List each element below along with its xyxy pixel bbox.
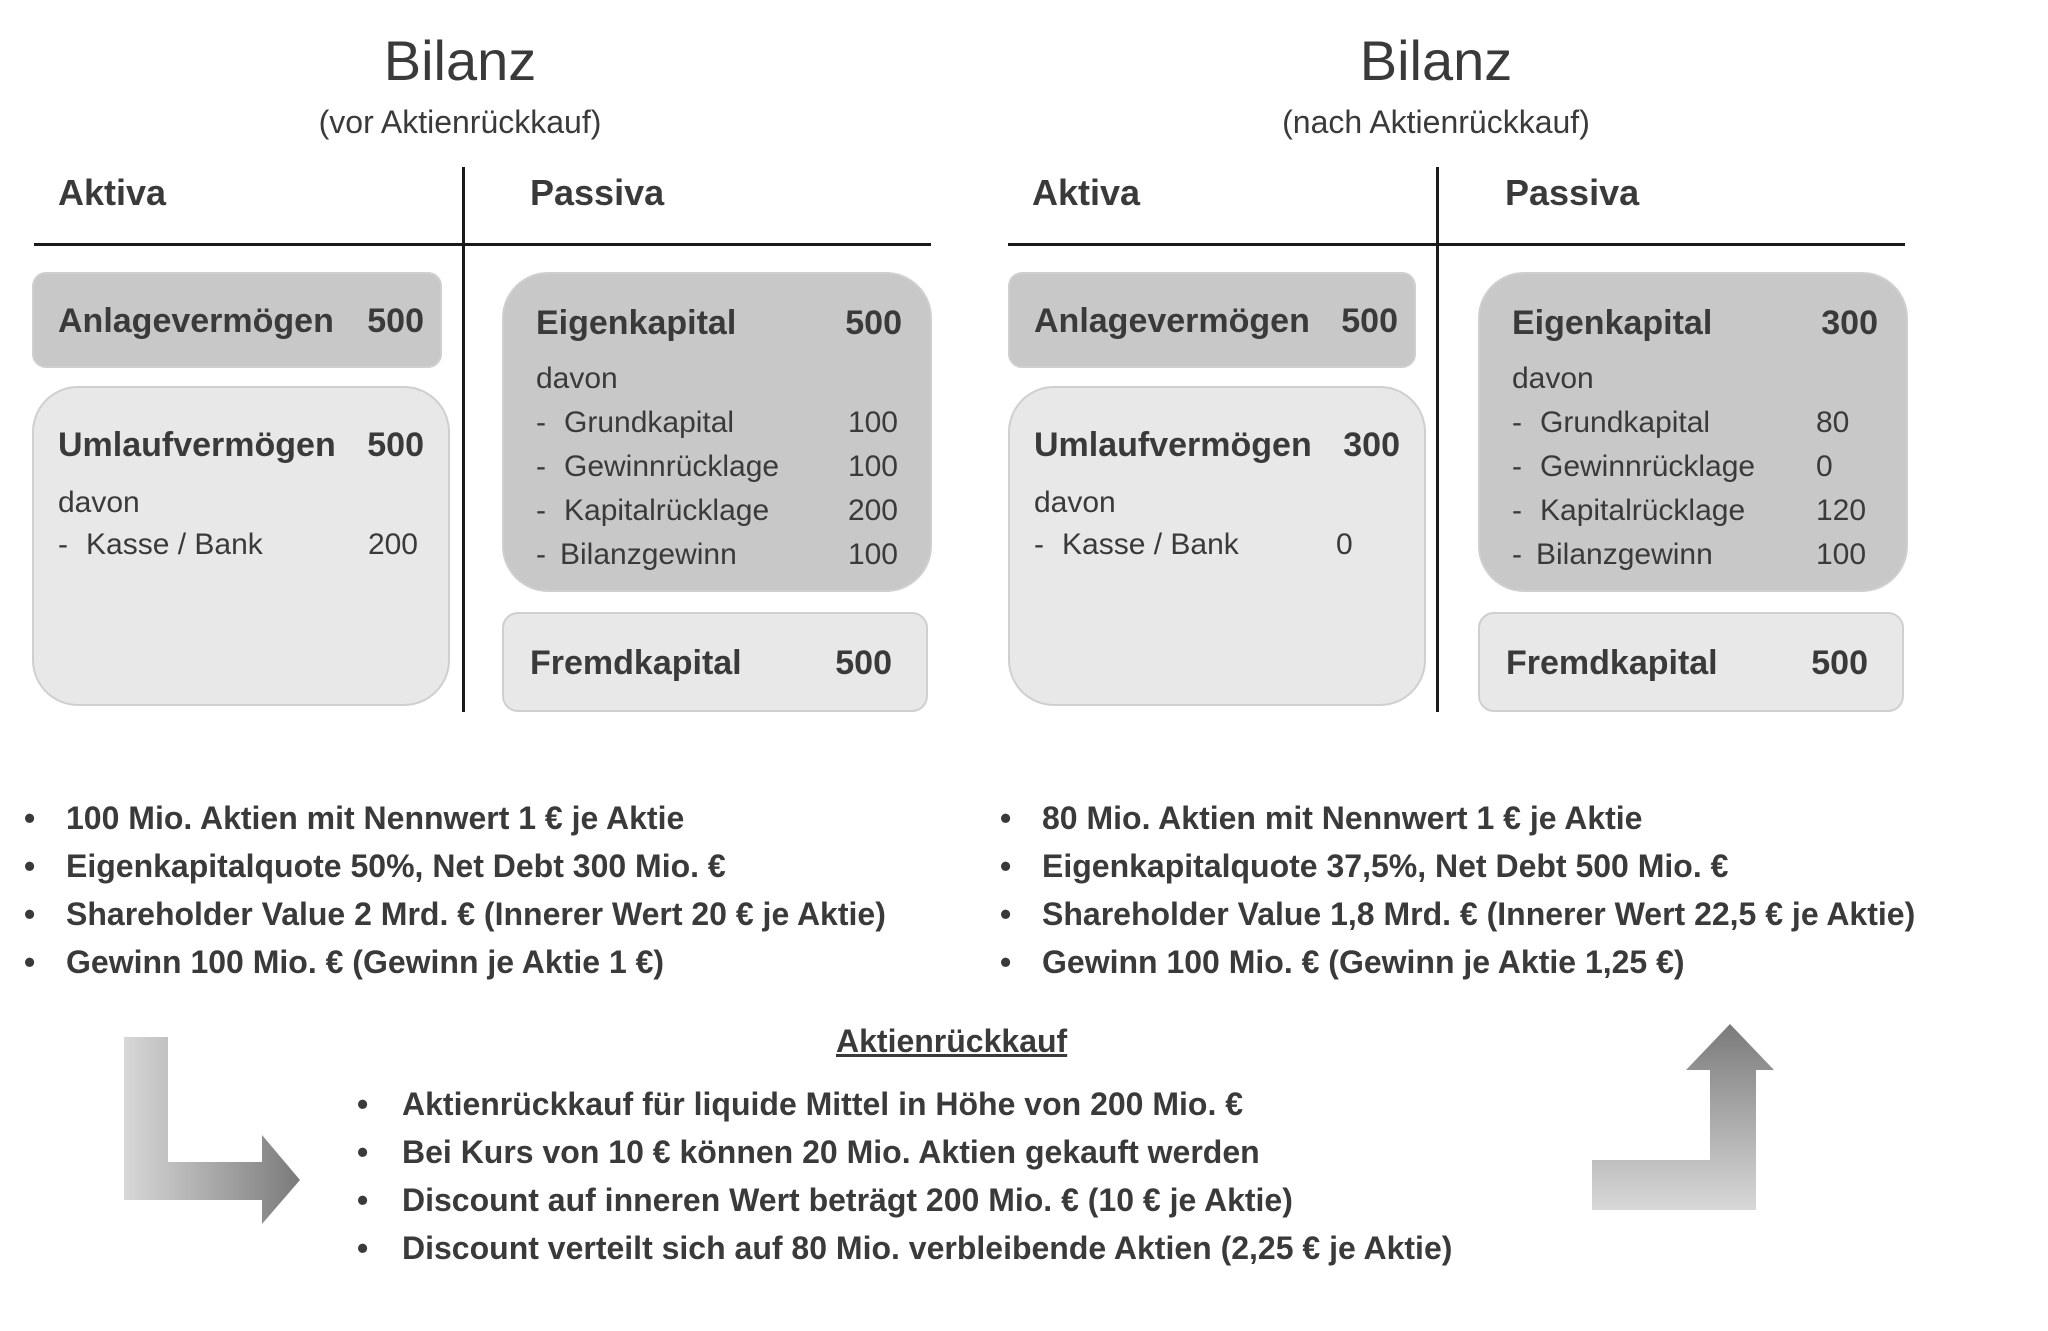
right-aktiva-label: Aktiva	[1032, 172, 1141, 213]
bullet-icon: •	[1000, 800, 1012, 836]
right-fremdkapital-value: 500	[1811, 644, 1868, 682]
right-eigenkapital-label: Eigenkapital	[1512, 304, 1713, 342]
left-subtitle: (vor Aktienrückkauf)	[318, 104, 602, 140]
list-item-text: 100 Mio. Aktien mit Nennwert 1 € je Aktie	[66, 800, 685, 836]
right-eigenkapital-davon: davon	[1512, 362, 1594, 395]
left-ek-item-dash: -	[536, 538, 546, 571]
right-anlage-label: Anlagevermögen	[1034, 302, 1310, 340]
bullet-icon: •	[357, 1182, 369, 1218]
right-ek-item-label: Bilanzgewinn	[1536, 538, 1713, 571]
list-item-text: Discount auf inneren Wert beträgt 200 Mio. € (10 € je Aktie)	[402, 1182, 1293, 1218]
right-ek-item-dash: -	[1512, 450, 1522, 483]
left-eigenkapital-davon: davon	[536, 362, 618, 395]
up-arrow-icon	[1592, 1024, 1774, 1210]
right-eigenkapital-value: 300	[1821, 304, 1878, 342]
bullet-icon: •	[1000, 896, 1012, 932]
left-ek-item-value: 100	[847, 406, 898, 439]
left-umlauf-item-value: 200	[367, 528, 418, 561]
left-umlauf-value: 500	[367, 426, 424, 464]
right-umlauf-label: Umlaufvermögen	[1034, 426, 1312, 464]
left-aktiva-label: Aktiva	[58, 172, 167, 213]
buyback-bullet-list	[357, 1080, 1452, 1272]
left-ek-item-label: Grundkapital	[564, 406, 735, 439]
left-ek-item-dash: -	[536, 450, 546, 483]
bullet-icon: •	[1000, 848, 1012, 884]
bullet-icon: •	[24, 800, 36, 836]
bullet-icon: •	[357, 1230, 369, 1266]
left-ek-item-dash: -	[536, 494, 546, 527]
right-ek-item-value: 100	[1816, 538, 1867, 571]
left-ek-item-label: Gewinnrücklage	[564, 450, 780, 483]
right-anlage-value: 500	[1341, 302, 1398, 340]
right-umlauf-item-label: Kasse / Bank	[1062, 528, 1239, 561]
list-item-text: Shareholder Value 1,8 Mrd. € (Innerer Wert 22,5 € je Aktie)	[1042, 896, 1916, 932]
left-anlage-label: Anlagevermögen	[58, 302, 334, 340]
list-item	[357, 1176, 1452, 1224]
bullet-icon: •	[1000, 944, 1012, 980]
list-item-text: Bei Kurs von 10 € können 20 Mio. Aktien gekauft werden	[402, 1134, 1260, 1170]
list-item	[357, 1224, 1452, 1272]
right-subtitle: (nach Aktienrückkauf)	[1282, 104, 1590, 140]
left-ek-item-value: 100	[847, 450, 898, 483]
left-ek-item-dash: -	[536, 406, 546, 439]
left-fremdkapital-label: Fremdkapital	[530, 644, 742, 682]
left-eigenkapital-label: Eigenkapital	[536, 304, 737, 342]
left-eigenkapital-value: 500	[845, 304, 902, 342]
right-passiva-label: Passiva	[1505, 172, 1640, 213]
bullet-icon: •	[357, 1134, 369, 1170]
list-item-text: Eigenkapitalquote 37,5%, Net Debt 500 Mio. €	[1042, 848, 1729, 884]
list-item-text: 80 Mio. Aktien mit Nennwert 1 € je Aktie	[1042, 800, 1643, 836]
bullet-icon: •	[357, 1086, 369, 1122]
buyback-heading: Aktienrückkauf	[836, 1023, 1068, 1059]
left-umlauf-item-label: Kasse / Bank	[86, 528, 263, 561]
right-ek-item-value: 120	[1816, 494, 1867, 527]
bullet-icon: •	[24, 848, 36, 884]
right-ek-item-label: Kapitalrücklage	[1540, 494, 1746, 527]
list-item-text: Shareholder Value 2 Mrd. € (Innerer Wert 20 € je Aktie)	[66, 896, 886, 932]
left-ek-item-value: 200	[847, 494, 898, 527]
list-item-text: Aktienrückkauf für liquide Mittel in Höhe von 200 Mio. €	[402, 1086, 1244, 1122]
list-item-text: Gewinn 100 Mio. € (Gewinn je Aktie 1 €)	[66, 944, 665, 980]
list-item-text: Eigenkapitalquote 50%, Net Debt 300 Mio. €	[66, 848, 726, 884]
left-umlauf-item-dash: -	[58, 528, 68, 561]
left-umlauf-davon: davon	[58, 486, 140, 519]
right-umlauf-item-value: 0	[1336, 528, 1353, 561]
list-item-text: Discount verteilt sich auf 80 Mio. verbleibende Aktien (2,25 € je Aktie)	[402, 1230, 1453, 1266]
right-title: Bilanz	[1359, 29, 1513, 92]
left-umlauf-label: Umlaufvermögen	[58, 426, 336, 464]
left-passiva-label: Passiva	[530, 172, 665, 213]
right-ek-item-value: 0	[1816, 450, 1833, 483]
right-ek-item-dash: -	[1512, 494, 1522, 527]
right-ek-item-label: Grundkapital	[1540, 406, 1711, 439]
left-anlage-value: 500	[367, 302, 424, 340]
right-ek-item-dash: -	[1512, 406, 1522, 439]
right-umlauf-davon: davon	[1034, 486, 1116, 519]
left-ek-item-label: Kapitalrücklage	[564, 494, 770, 527]
bullet-icon: •	[24, 944, 36, 980]
right-ek-item-value: 80	[1816, 406, 1850, 439]
right-umlauf-item-dash: -	[1034, 528, 1044, 561]
left-fremdkapital-value: 500	[835, 644, 892, 682]
right-ek-item-label: Gewinnrücklage	[1540, 450, 1756, 483]
down-right-arrow-icon	[124, 1037, 300, 1224]
list-item	[357, 1080, 1452, 1128]
list-item	[357, 1128, 1452, 1176]
right-umlauf-value: 300	[1343, 426, 1400, 464]
left-ek-item-value: 100	[847, 538, 898, 571]
right-fremdkapital-label: Fremdkapital	[1506, 644, 1718, 682]
left-title: Bilanz	[383, 29, 537, 92]
left-ek-item-label: Bilanzgewinn	[560, 538, 737, 571]
bullet-icon: •	[24, 896, 36, 932]
right-ek-item-dash: -	[1512, 538, 1522, 571]
list-item-text: Gewinn 100 Mio. € (Gewinn je Aktie 1,25 €)	[1042, 944, 1685, 980]
